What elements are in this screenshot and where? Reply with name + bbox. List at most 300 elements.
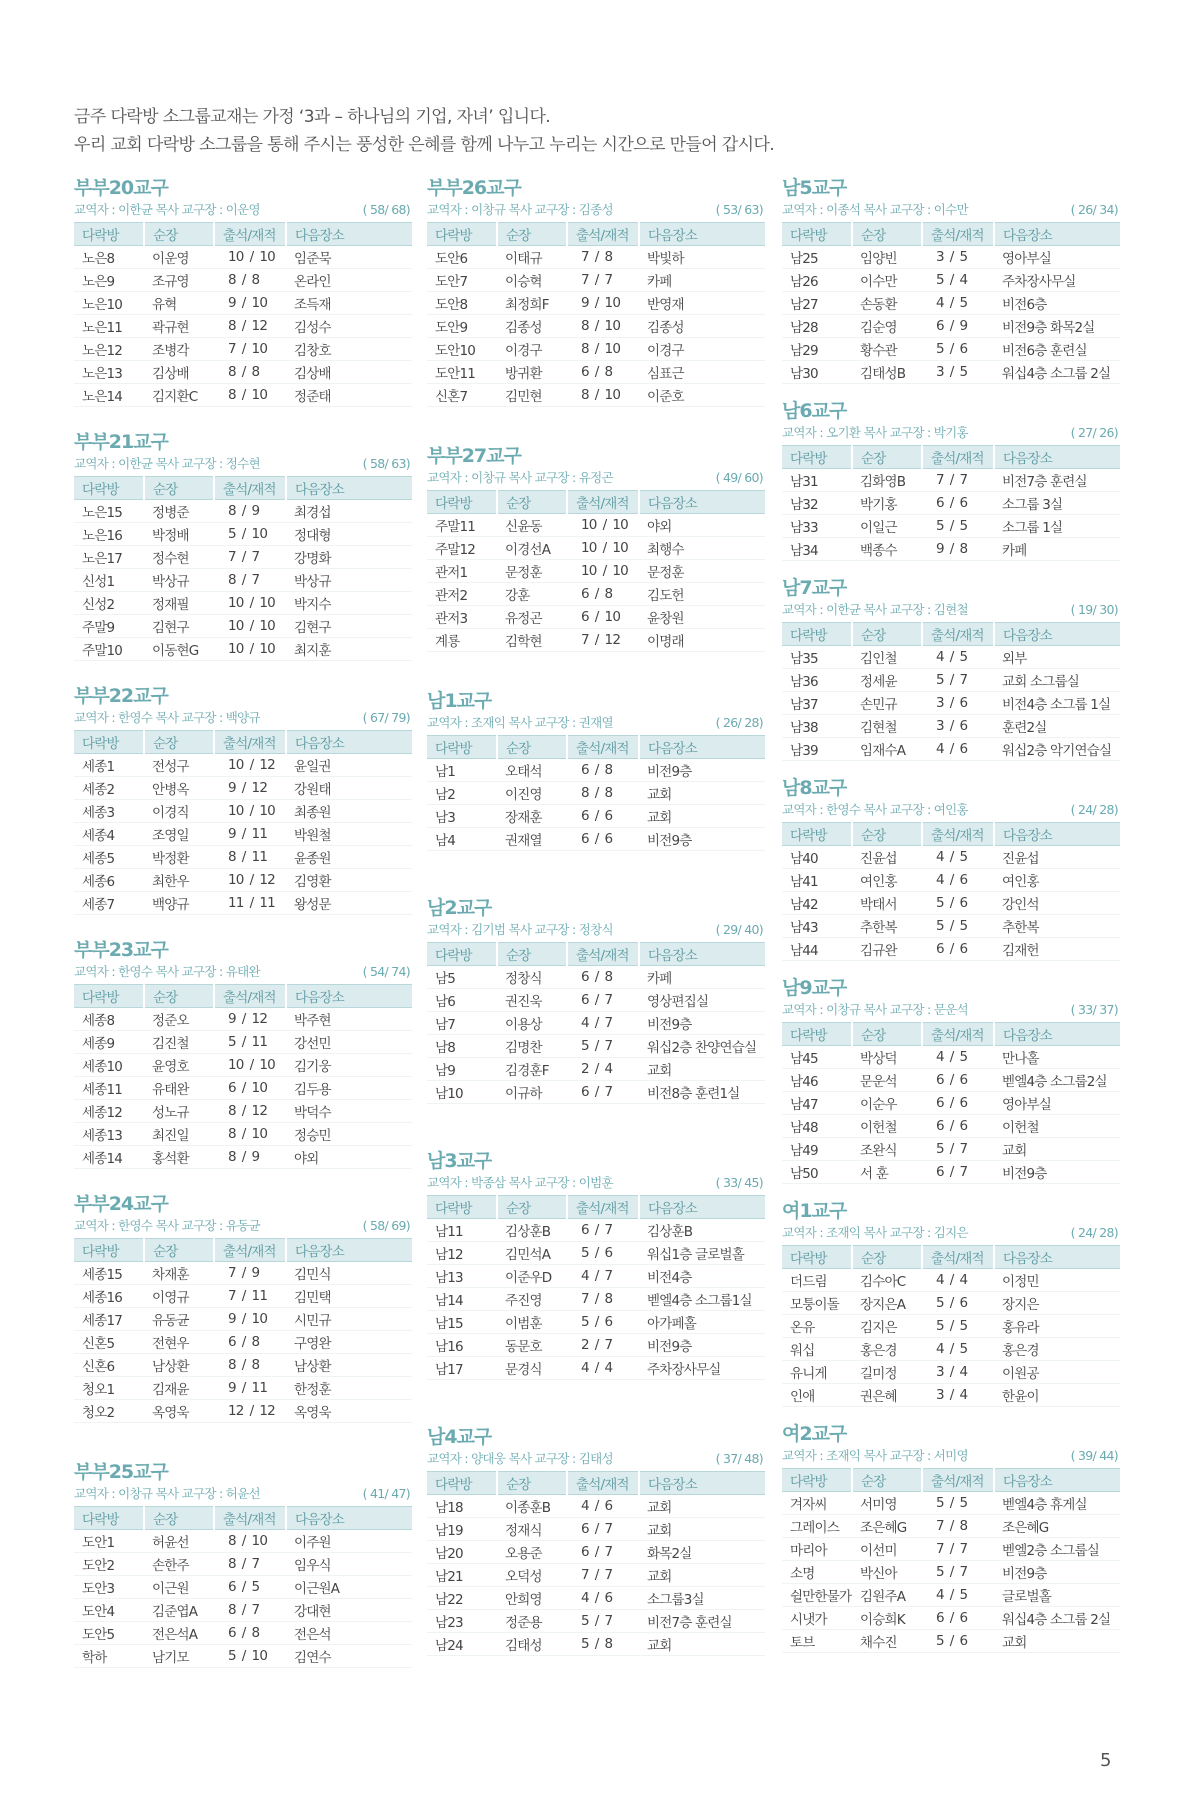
divider-slash: / [594, 318, 599, 334]
cell-group-table [74, 222, 412, 407]
leaders-text: 교역자 : 이창규 목사 교구장 : 문운석 [782, 1002, 968, 1017]
cell-group-name: 노은16 [74, 523, 144, 546]
attendance-cell [214, 523, 286, 546]
leader-name: 차재훈 [144, 1262, 214, 1285]
next-location: 옥영욱 [286, 1400, 412, 1423]
location-header: 다음장소 [639, 223, 765, 246]
leader-name: 이태규 [497, 246, 567, 269]
group-header: 다락방 [782, 823, 852, 846]
leader-name: 동문호 [497, 1334, 567, 1357]
next-location: 비전9층 화목2실 [994, 315, 1120, 338]
next-location: 심표근 [639, 361, 765, 384]
enrolled-count: 10 [251, 295, 268, 311]
attended-count: 2 [581, 1061, 589, 1077]
cell-group-name: 남49 [782, 1138, 852, 1161]
attendance-total: ( 54/ 74) [362, 964, 410, 979]
cell-group-name: 주말9 [74, 615, 144, 638]
cell-group-table [427, 942, 765, 1104]
enrolled-count: 5 [959, 1049, 968, 1065]
table-header-row [782, 223, 1120, 246]
table-header-row [782, 823, 1120, 846]
divider-slash: / [241, 849, 246, 865]
enrolled-count: 7 [959, 1164, 968, 1180]
attendance-total: ( 58/ 69) [362, 1218, 410, 1233]
attendance-cell [922, 1292, 994, 1315]
leader-name: 조완식 [852, 1138, 922, 1161]
divider-slash: / [949, 295, 954, 311]
table-row [782, 1584, 1120, 1607]
enrolled-count: 12 [259, 872, 275, 888]
table-row [74, 1123, 412, 1146]
leaders-text: 교역자 : 조재익 목사 교구장 : 권재열 [427, 715, 613, 730]
attended-count: 7 [936, 472, 944, 488]
table-row [427, 246, 765, 269]
attendance-cell [214, 338, 286, 361]
leader-name: 유혁 [144, 292, 214, 315]
location-header: 다음장소 [639, 1472, 765, 1495]
cell-group-name: 소명 [782, 1561, 852, 1584]
column-3 [782, 175, 1120, 1653]
cell-group-name: 세종9 [74, 1031, 144, 1054]
next-location: 야외 [639, 514, 765, 537]
district-group [782, 175, 1120, 384]
leader-name: 오덕성 [497, 1564, 567, 1587]
leader-name: 김상훈B [497, 1219, 567, 1242]
enrolled-count: 6 [604, 1590, 613, 1606]
cell-group-name: 남28 [782, 315, 852, 338]
attended-count: 7 [228, 341, 236, 357]
leader-name: 이근원 [144, 1576, 214, 1599]
attended-count: 8 [228, 572, 236, 588]
leader-name: 강훈 [497, 583, 567, 606]
leader-name: 김진철 [144, 1031, 214, 1054]
divider-slash: / [949, 1049, 954, 1065]
divider-slash: / [249, 1057, 254, 1073]
cell-group-name: 남43 [782, 915, 852, 938]
attended-count: 8 [228, 318, 236, 334]
location-header: 다음장소 [286, 477, 412, 500]
table-header-row [74, 477, 412, 500]
cell-group-name: 도안4 [74, 1599, 144, 1622]
next-location: 워십2층 찬양연습실 [639, 1035, 765, 1058]
table-row [782, 1315, 1120, 1338]
attendance-cell [214, 1599, 286, 1622]
next-location: 박주현 [286, 1008, 412, 1031]
table-row [427, 269, 765, 292]
attendance-cell [922, 515, 994, 538]
district-title: 부부25교구 [74, 1461, 168, 1483]
leader-name: 박상덕 [852, 1046, 922, 1069]
divider-slash: / [594, 1613, 599, 1629]
attendance-cell [214, 1308, 286, 1331]
leaders-text: 교역자 : 조재익 목사 교구장 : 서미영 [782, 1448, 968, 1463]
group-header: 다락방 [427, 1196, 497, 1219]
enrolled-count: 7 [604, 1038, 613, 1054]
leader-header: 순장 [852, 446, 922, 469]
attendance-cell [922, 715, 994, 738]
next-location: 비전7층 훈련실 [639, 1610, 765, 1633]
leader-name: 안희영 [497, 1587, 567, 1610]
divider-slash: / [594, 632, 599, 648]
divider-slash: / [602, 517, 607, 533]
cell-group-name: 겨자씨 [782, 1492, 852, 1515]
enrolled-count: 6 [959, 718, 968, 734]
cell-group-table [427, 222, 765, 407]
district-group [782, 398, 1120, 561]
divider-slash: / [249, 803, 254, 819]
group-header: 다락방 [782, 1469, 852, 1492]
enrolled-count: 7 [604, 1521, 613, 1537]
enrolled-count: 5 [959, 1587, 968, 1603]
next-location: 훈련2실 [994, 715, 1120, 738]
next-location: 워십1층 글로벌홀 [639, 1242, 765, 1265]
cell-group-name: 인애 [782, 1384, 852, 1407]
divider-slash: / [594, 762, 599, 778]
next-location: 만나홀 [994, 1046, 1120, 1069]
cell-group-name: 노은14 [74, 384, 144, 407]
divider-slash: / [249, 618, 254, 634]
cell-group-name: 노은15 [74, 500, 144, 523]
attendance-cell [214, 800, 286, 823]
next-location: 강선민 [286, 1031, 412, 1054]
cell-group-name: 워십 [782, 1338, 852, 1361]
leader-name: 장재훈 [497, 805, 567, 828]
cell-group-name: 토브 [782, 1630, 852, 1653]
cell-group-name: 남20 [427, 1541, 497, 1564]
leader-name: 조규영 [144, 269, 214, 292]
cell-group-table [427, 1471, 765, 1656]
leader-header: 순장 [852, 623, 922, 646]
cell-group-name: 남38 [782, 715, 852, 738]
attended-count: 4 [936, 1272, 944, 1288]
table-row [74, 1146, 412, 1169]
cell-group-name: 신혼7 [427, 384, 497, 407]
attended-count: 5 [936, 895, 944, 911]
enrolled-count: 8 [604, 969, 613, 985]
attendance-header: 출석/재적 [214, 731, 286, 754]
table-row [427, 1541, 765, 1564]
attendance-cell [567, 1311, 639, 1334]
table-row [74, 1054, 412, 1077]
enrolled-count: 7 [604, 1544, 613, 1560]
cell-group-name: 세종4 [74, 823, 144, 846]
attended-count: 5 [936, 1295, 944, 1311]
table-row [427, 315, 765, 338]
leader-name: 이운영 [144, 246, 214, 269]
enrolled-count: 8 [251, 1625, 260, 1641]
cell-group-name: 신혼5 [74, 1331, 144, 1354]
leaders-text: 교역자 : 이창규 목사 교구장 : 김종성 [427, 202, 613, 217]
cell-group-name: 노은13 [74, 361, 144, 384]
leader-name: 박정환 [144, 846, 214, 869]
attendance-cell [922, 315, 994, 338]
leader-name: 조영일 [144, 823, 214, 846]
next-location: 비전9층 [639, 1012, 765, 1035]
attendance-cell [567, 583, 639, 606]
attended-count: 9 [936, 541, 944, 557]
attendance-header: 출석/재적 [922, 446, 994, 469]
leader-name: 전성구 [144, 754, 214, 777]
cell-group-name: 유니게 [782, 1361, 852, 1384]
district-leaders [427, 201, 765, 218]
leader-name: 이경구 [497, 338, 567, 361]
attendance-cell [214, 892, 286, 915]
table-row [427, 514, 765, 537]
attendance-cell [214, 1285, 286, 1308]
divider-slash: / [241, 1034, 246, 1050]
divider-slash: / [949, 741, 954, 757]
cell-group-name: 남17 [427, 1357, 497, 1380]
cell-group-name: 남36 [782, 669, 852, 692]
table-row [427, 1219, 765, 1242]
district-group [782, 775, 1120, 961]
cell-group-name: 도안7 [427, 269, 497, 292]
next-location: 추한복 [994, 915, 1120, 938]
table-row [782, 1092, 1120, 1115]
table-row [782, 869, 1120, 892]
divider-slash: / [949, 872, 954, 888]
next-location: 김상배 [286, 361, 412, 384]
attended-count: 5 [581, 1314, 589, 1330]
leader-name: 유동균 [144, 1308, 214, 1331]
attended-count: 9 [581, 295, 589, 311]
divider-slash: / [241, 503, 246, 519]
divider-slash: / [594, 1337, 599, 1353]
attendance-cell [922, 469, 994, 492]
leader-name: 이준우D [497, 1265, 567, 1288]
leader-name: 김수아C [852, 1269, 922, 1292]
enrolled-count: 6 [959, 341, 968, 357]
enrolled-count: 6 [959, 1072, 968, 1088]
attendance-cell [214, 1400, 286, 1423]
leader-name: 남기모 [144, 1645, 214, 1668]
attendance-cell [214, 846, 286, 869]
enrolled-count: 4 [959, 1272, 968, 1288]
enrolled-count: 5 [251, 1579, 260, 1595]
next-location: 정대형 [286, 523, 412, 546]
enrolled-count: 10 [612, 517, 628, 533]
location-header: 다음장소 [639, 736, 765, 759]
table-row [74, 269, 412, 292]
table-row [782, 1269, 1120, 1292]
divider-slash: / [241, 780, 246, 796]
divider-slash: / [949, 695, 954, 711]
divider-slash: / [241, 1126, 246, 1142]
leader-name: 김태성 [497, 1633, 567, 1656]
next-location: 비전7층 훈련실 [994, 469, 1120, 492]
district-leaders [74, 201, 412, 218]
next-location: 벧엘4층 소그룹2실 [994, 1069, 1120, 1092]
leader-name: 오용준 [497, 1541, 567, 1564]
next-location: 강대현 [286, 1599, 412, 1622]
location-header: 다음장소 [286, 731, 412, 754]
leader-name: 손동환 [852, 292, 922, 315]
enrolled-count: 7 [604, 1337, 613, 1353]
table-row [782, 469, 1120, 492]
attended-count: 5 [581, 1245, 589, 1261]
next-location: 영상편집실 [639, 989, 765, 1012]
next-location: 비전9층 [639, 828, 765, 851]
attended-count: 10 [228, 757, 244, 773]
attendance-total: ( 39/ 44) [1070, 1448, 1118, 1463]
attended-count: 6 [936, 495, 944, 511]
attended-count: 6 [228, 1334, 236, 1350]
divider-slash: / [241, 1380, 246, 1396]
next-location: 윤종원 [286, 846, 412, 869]
attendance-header: 출석/재적 [567, 736, 639, 759]
enrolled-count: 8 [251, 1357, 260, 1373]
divider-slash: / [594, 831, 599, 847]
divider-slash: / [949, 1610, 954, 1626]
attendance-cell [214, 292, 286, 315]
attended-count: 10 [581, 517, 597, 533]
leader-name: 최정희F [497, 292, 567, 315]
attendance-cell [214, 1123, 286, 1146]
leaders-text: 교역자 : 이한균 목사 교구장 : 김현철 [782, 602, 968, 617]
next-location: 워십4층 소그룹 2실 [994, 361, 1120, 384]
enrolled-count: 10 [251, 1311, 268, 1327]
cell-group-table [427, 735, 765, 851]
table-row [74, 1354, 412, 1377]
leader-name: 이승혁 [497, 269, 567, 292]
leader-name: 임재수A [852, 738, 922, 761]
table-header-row [74, 731, 412, 754]
attendance-header: 출석/재적 [922, 1469, 994, 1492]
cell-group-name: 세종10 [74, 1054, 144, 1077]
enrolled-count: 4 [959, 1387, 968, 1403]
table-row [74, 1008, 412, 1031]
table-row [782, 1069, 1120, 1092]
leader-name: 김지환C [144, 384, 214, 407]
divider-slash: / [594, 808, 599, 824]
attendance-cell [922, 892, 994, 915]
leader-name: 정준오 [144, 1008, 214, 1031]
cell-group-table [782, 622, 1120, 761]
leader-name: 김민현 [497, 384, 567, 407]
district-group [74, 175, 412, 407]
attended-count: 6 [581, 1222, 589, 1238]
attended-count: 10 [581, 540, 597, 556]
leader-header: 순장 [852, 1023, 922, 1046]
divider-slash: / [594, 1084, 599, 1100]
attendance-cell [214, 384, 286, 407]
next-location: 워십4층 소그룹 2실 [994, 1607, 1120, 1630]
table-row [74, 638, 412, 661]
attendance-header: 출석/재적 [922, 1246, 994, 1269]
enrolled-count: 8 [604, 1291, 613, 1307]
table-row [427, 828, 765, 851]
district-leaders [427, 1450, 765, 1467]
location-header: 다음장소 [286, 1507, 412, 1530]
enrolled-count: 7 [251, 1602, 260, 1618]
leader-header: 순장 [852, 1469, 922, 1492]
attendance-cell [567, 338, 639, 361]
district-title: 남7교구 [782, 577, 847, 599]
cell-group-name: 남24 [427, 1633, 497, 1656]
attendance-cell [922, 269, 994, 292]
table-row [782, 1515, 1120, 1538]
attendance-header: 출석/재적 [922, 623, 994, 646]
leader-name: 채수진 [852, 1630, 922, 1653]
table-row [427, 1633, 765, 1656]
leader-name: 이진영 [497, 782, 567, 805]
attended-count: 5 [936, 1495, 944, 1511]
divider-slash: / [594, 272, 599, 288]
enrolled-count: 11 [251, 1288, 268, 1304]
attended-count: 6 [581, 992, 589, 1008]
attended-count: 3 [936, 249, 944, 265]
intro-text [74, 103, 774, 159]
enrolled-count: 10 [604, 341, 621, 357]
attended-count: 5 [228, 1648, 236, 1664]
leader-name: 홍석환 [144, 1146, 214, 1169]
enrolled-count: 5 [959, 1495, 968, 1511]
leader-name: 정창식 [497, 966, 567, 989]
cell-group-name: 쉴만한물가 [782, 1584, 852, 1607]
attendance-header: 출석/재적 [214, 223, 286, 246]
cell-group-name: 더드림 [782, 1269, 852, 1292]
next-location: 김도헌 [639, 583, 765, 606]
attended-count: 3 [936, 1364, 944, 1380]
attendance-header: 출석/재적 [214, 477, 286, 500]
next-location: 카페 [639, 269, 765, 292]
enrolled-count: 7 [604, 1015, 613, 1031]
leader-name: 이용상 [497, 1012, 567, 1035]
next-location: 소그룹3실 [639, 1587, 765, 1610]
attended-count: 5 [936, 1633, 944, 1649]
table-row [427, 1518, 765, 1541]
enrolled-count: 10 [251, 1126, 268, 1142]
table-row [782, 246, 1120, 269]
attendance-cell [922, 492, 994, 515]
attendance-header: 출석/재적 [567, 223, 639, 246]
attendance-cell [922, 869, 994, 892]
group-header: 다락방 [74, 985, 144, 1008]
table-row [782, 692, 1120, 715]
district-title: 남1교구 [427, 690, 492, 712]
attended-count: 5 [936, 918, 944, 934]
table-row [782, 1492, 1120, 1515]
divider-slash: / [241, 826, 246, 842]
leader-name: 이규하 [497, 1081, 567, 1104]
attendance-cell [922, 646, 994, 669]
attended-count: 10 [228, 803, 244, 819]
district-leaders [782, 424, 1120, 441]
table-header-row [782, 1023, 1120, 1046]
next-location: 김성수 [286, 315, 412, 338]
enrolled-count: 6 [959, 1118, 968, 1134]
divider-slash: / [949, 495, 954, 511]
table-row [782, 846, 1120, 869]
attended-count: 5 [581, 1613, 589, 1629]
attended-count: 7 [228, 1288, 236, 1304]
attendance-cell [567, 361, 639, 384]
attendance-cell [922, 1115, 994, 1138]
divider-slash: / [241, 341, 246, 357]
attendance-total: ( 29/ 40) [715, 922, 763, 937]
divider-slash: / [594, 1521, 599, 1537]
attended-count: 6 [228, 1579, 236, 1595]
attendance-total: ( 24/ 28) [1070, 1225, 1118, 1240]
leader-header: 순장 [144, 1239, 214, 1262]
cell-group-name: 남18 [427, 1495, 497, 1518]
divider-slash: / [594, 586, 599, 602]
attended-count: 8 [228, 1556, 236, 1572]
divider-slash: / [594, 1291, 599, 1307]
cell-group-name: 모퉁이돌 [782, 1292, 852, 1315]
attended-count: 6 [228, 1080, 236, 1096]
attendance-cell [214, 869, 286, 892]
